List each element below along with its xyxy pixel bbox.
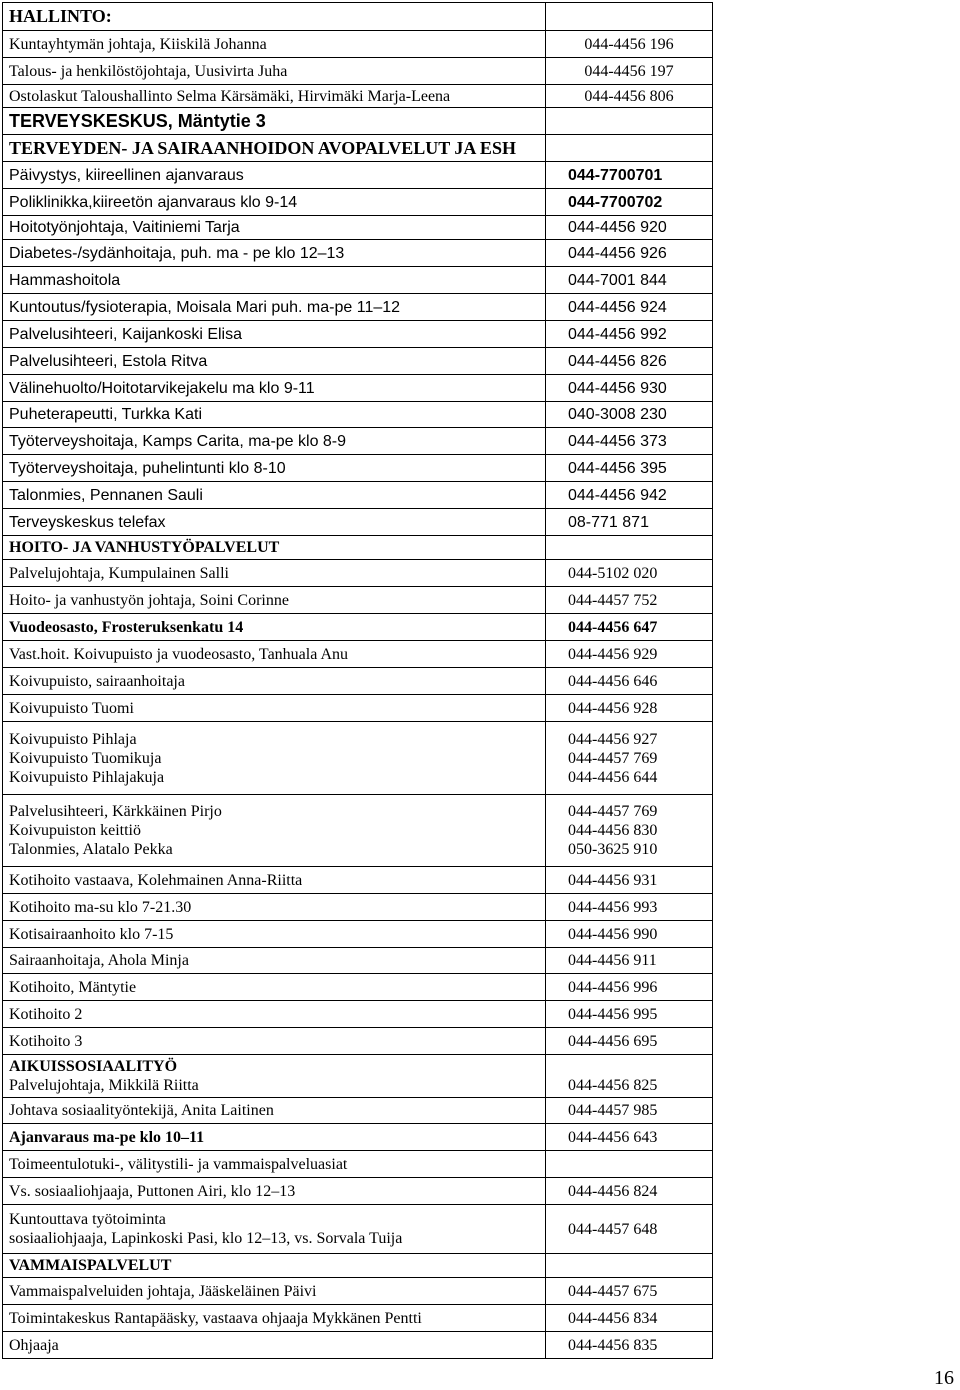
directory-row: [3, 58, 713, 85]
entry-name-line: Koivupuisto Tuomikuja: [9, 749, 162, 767]
entry-phone: 044-4456 924: [546, 294, 713, 321]
entry-phone: 044-4456 695: [546, 1028, 713, 1055]
directory-row: [3, 1001, 713, 1028]
directory-row: [3, 1332, 713, 1359]
entry-phone-line: 044-4457 769: [568, 803, 658, 820]
entry-phone: 044-4456 197: [546, 58, 713, 85]
directory-row: [3, 240, 713, 267]
entry-phone: 044-4456 996: [546, 974, 713, 1001]
directory-row: [3, 1205, 713, 1254]
directory-body: [3, 3, 713, 1359]
directory-row: [3, 216, 713, 240]
entry-name: [3, 722, 546, 795]
directory-row: [3, 974, 713, 1001]
entry-name-line: Koivupuisto Pihlajakuja: [9, 768, 165, 786]
entry-name: Työterveyshoitaja, Kamps Carita, ma-pe klo 8-9: [3, 428, 546, 455]
directory-row: [3, 948, 713, 974]
entry-phone: [546, 3, 713, 31]
entry-name: VAMMAISPALVELUT: [3, 1254, 546, 1278]
entry-name: Palvelusihteeri, Kaijankoski Elisa: [3, 321, 546, 348]
entry-name: Talous- ja henkilöstöjohtaja, Uusivirta Juha: [3, 58, 546, 85]
entry-phone: 044-4457 752: [546, 587, 713, 614]
entry-name: Toimintakeskus Rantapääsky, vastaava ohjaaja Mykkänen Pentti: [3, 1305, 546, 1332]
directory-row: [3, 614, 713, 641]
directory-row: [3, 85, 713, 108]
entry-name: Välinehuolto/Hoitotarvikejakelu ma klo 9-11: [3, 375, 546, 402]
directory-row: [3, 894, 713, 921]
entry-name: Ajanvaraus ma-pe klo 10–11: [3, 1124, 546, 1151]
entry-phone: 044-4456 995: [546, 1001, 713, 1028]
entry-name: HALLINTO:: [3, 3, 546, 31]
entry-name: Päivystys, kiireellinen ajanvaraus: [3, 162, 546, 189]
entry-phone-line: 044-4456 927: [568, 730, 658, 748]
entry-phone: 044-4456 929: [546, 641, 713, 668]
entry-name: Poliklinikka,kiireetön ajanvaraus klo 9-14: [3, 189, 546, 216]
directory-row: [3, 348, 713, 375]
directory-row: [3, 1055, 713, 1098]
directory-row: [3, 135, 713, 162]
entry-name: Palvelusihteeri, Estola Ritva: [3, 348, 546, 375]
directory-row: [3, 1178, 713, 1205]
directory-row: [3, 189, 713, 216]
entry-name: Terveyskeskus telefax: [3, 509, 546, 536]
entry-phone: 044-4456 992: [546, 321, 713, 348]
directory-row: [3, 3, 713, 31]
entry-phone: 044-7700702: [546, 189, 713, 216]
directory-row: [3, 1305, 713, 1332]
entry-phone: [546, 795, 713, 867]
entry-phone-line: 044-4456 644: [568, 768, 658, 786]
entry-phone: 044-4456 928: [546, 695, 713, 722]
directory-row: [3, 162, 713, 189]
entry-name-line: Talonmies, Alatalo Pekka: [9, 841, 173, 858]
entry-name: Kotihoito vastaava, Kolehmainen Anna-Riitta: [3, 867, 546, 894]
directory-row: [3, 402, 713, 428]
entry-name: Ohjaaja: [3, 1332, 546, 1359]
entry-phone: 044-4456 834: [546, 1305, 713, 1332]
directory-row: [3, 267, 713, 294]
entry-phone-line: 044-4456 830: [568, 822, 658, 839]
directory-row: [3, 509, 713, 536]
entry-phone: [546, 536, 713, 560]
entry-phone: [546, 135, 713, 162]
entry-name-line: Palvelusihteeri, Kärkkäinen Pirjo: [9, 803, 222, 820]
entry-phone: 044-4457 648: [546, 1205, 713, 1254]
page-number: 16: [934, 1367, 954, 1389]
entry-phone: 044-4456 395: [546, 455, 713, 482]
directory-row: [3, 668, 713, 695]
entry-phone: 044-4456 990: [546, 921, 713, 948]
entry-name: Palvelujohtaja, Kumpulainen Salli: [3, 560, 546, 587]
entry-name: Hoitotyönjohtaja, Vaitiniemi Tarja: [3, 216, 546, 240]
directory-row: [3, 587, 713, 614]
directory-row: [3, 795, 713, 867]
directory-row: [3, 31, 713, 58]
entry-name: Kuntayhtymän johtaja, Kiiskilä Johanna: [3, 31, 546, 58]
directory-row: [3, 1151, 713, 1178]
entry-phone: [546, 722, 713, 795]
entry-phone-line: 050-3625 910: [568, 841, 658, 858]
entry-name: Hammashoitola: [3, 267, 546, 294]
directory-row: [3, 482, 713, 509]
entry-phone: [546, 1254, 713, 1278]
directory-row: [3, 921, 713, 948]
directory-row: [3, 1254, 713, 1278]
entry-phone: 044-4456 196: [546, 31, 713, 58]
directory-row: [3, 1124, 713, 1151]
directory-row: [3, 428, 713, 455]
entry-phone: 044-4456 643: [546, 1124, 713, 1151]
entry-phone: 044-4456 826: [546, 348, 713, 375]
directory-row: [3, 108, 713, 135]
entry-phone-line: 044-4457 769: [568, 749, 658, 767]
entry-name-line: AIKUISSOSIAALITYÖ: [9, 1058, 178, 1075]
entry-name: TERVEYDEN- JA SAIRAANHOIDON AVOPALVELUT JA ESH: [3, 135, 546, 162]
entry-name: Vs. sosiaaliohjaaja, Puttonen Airi, klo 12–13: [3, 1178, 546, 1205]
directory-row: [3, 375, 713, 402]
directory-row: [3, 722, 713, 795]
entry-phone: 044-7001 844: [546, 267, 713, 294]
entry-name: [3, 1055, 546, 1098]
entry-name: Kotisairaanhoito klo 7-15: [3, 921, 546, 948]
entry-phone: 044-5102 020: [546, 560, 713, 587]
entry-name: HOITO- JA VANHUSTYÖPALVELUT: [3, 536, 546, 560]
entry-phone: 044-4456 931: [546, 867, 713, 894]
entry-name: Toimeentulotuki-, välitystili- ja vammaispalveluasiat: [3, 1151, 546, 1178]
entry-name: Kotihoito 2: [3, 1001, 546, 1028]
directory-row: [3, 641, 713, 668]
entry-name-line: Palvelujohtaja, Mikkilä Riitta: [9, 1077, 199, 1094]
entry-phone: 044-7700701: [546, 162, 713, 189]
entry-phone: 044-4456 911: [546, 948, 713, 974]
entry-phone: 044-4456 824: [546, 1178, 713, 1205]
entry-phone: 044-4456 647: [546, 614, 713, 641]
entry-phone: 044-4456 806: [546, 85, 713, 108]
directory-row: [3, 867, 713, 894]
entry-name: Sairaanhoitaja, Ahola Minja: [3, 948, 546, 974]
entry-phone: [546, 1055, 713, 1098]
entry-name: Työterveyshoitaja, puhelintunti klo 8-10: [3, 455, 546, 482]
entry-name: Vast.hoit. Koivupuisto ja vuodeosasto, Tanhuala Anu: [3, 641, 546, 668]
directory-row: [3, 294, 713, 321]
entry-phone: 040-3008 230: [546, 402, 713, 428]
entry-phone-line: [568, 1057, 706, 1076]
entry-phone-line: 044-4456 825: [568, 1077, 658, 1094]
entry-phone: 044-4456 835: [546, 1332, 713, 1359]
directory-row: [3, 1028, 713, 1055]
entry-phone: 044-4456 926: [546, 240, 713, 267]
entry-name: TERVEYSKESKUS, Mäntytie 3: [3, 108, 546, 135]
entry-phone: [546, 108, 713, 135]
entry-name: Kuntoutus/fysioterapia, Moisala Mari puh. ma-pe 11–12: [3, 294, 546, 321]
entry-name-line: Koivupuiston keittiö: [9, 822, 141, 839]
entry-name: [3, 1205, 546, 1254]
entry-name: Vammaispalveluiden johtaja, Jääskeläinen Päivi: [3, 1278, 546, 1305]
entry-phone: 08-771 871: [546, 509, 713, 536]
entry-phone: 044-4456 646: [546, 668, 713, 695]
entry-phone: 044-4457 985: [546, 1098, 713, 1124]
entry-name: Kotihoito, Mäntytie: [3, 974, 546, 1001]
entry-name-line: sosiaaliohjaaja, Lapinkoski Pasi, klo 12–13, vs. Sorvala Tuija: [9, 1230, 403, 1247]
directory-table: [2, 2, 713, 1359]
entry-name: Ostolaskut Taloushallinto Selma Kärsämäki, Hirvimäki Marja-Leena: [3, 85, 546, 108]
entry-name: Koivupuisto, sairaanhoitaja: [3, 668, 546, 695]
directory-row: [3, 321, 713, 348]
entry-name: Diabetes-/sydänhoitaja, puh. ma - pe klo 12–13: [3, 240, 546, 267]
directory-row: [3, 695, 713, 722]
directory-row: [3, 1278, 713, 1305]
entry-name: Koivupuisto Tuomi: [3, 695, 546, 722]
entry-phone: 044-4456 942: [546, 482, 713, 509]
directory-row: [3, 560, 713, 587]
entry-name-line: Koivupuisto Pihlaja: [9, 730, 137, 748]
entry-name: Vuodeosasto, Frosteruksenkatu 14: [3, 614, 546, 641]
entry-phone: 044-4456 920: [546, 216, 713, 240]
entry-name: Hoito- ja vanhustyön johtaja, Soini Corinne: [3, 587, 546, 614]
entry-name-line: Kuntouttava työtoiminta: [9, 1211, 166, 1228]
entry-phone: 044-4456 930: [546, 375, 713, 402]
entry-phone: 044-4456 373: [546, 428, 713, 455]
entry-phone: [546, 1151, 713, 1178]
entry-name: Johtava sosiaalityöntekijä, Anita Laitinen: [3, 1098, 546, 1124]
entry-phone: 044-4457 675: [546, 1278, 713, 1305]
entry-name: Talonmies, Pennanen Sauli: [3, 482, 546, 509]
entry-name: Kotihoito 3: [3, 1028, 546, 1055]
entry-phone: 044-4456 993: [546, 894, 713, 921]
directory-row: [3, 455, 713, 482]
entry-name: [3, 795, 546, 867]
entry-name: Puheterapeutti, Turkka Kati: [3, 402, 546, 428]
directory-row: [3, 1098, 713, 1124]
directory-row: [3, 536, 713, 560]
entry-name: Kotihoito ma-su klo 7-21.30: [3, 894, 546, 921]
